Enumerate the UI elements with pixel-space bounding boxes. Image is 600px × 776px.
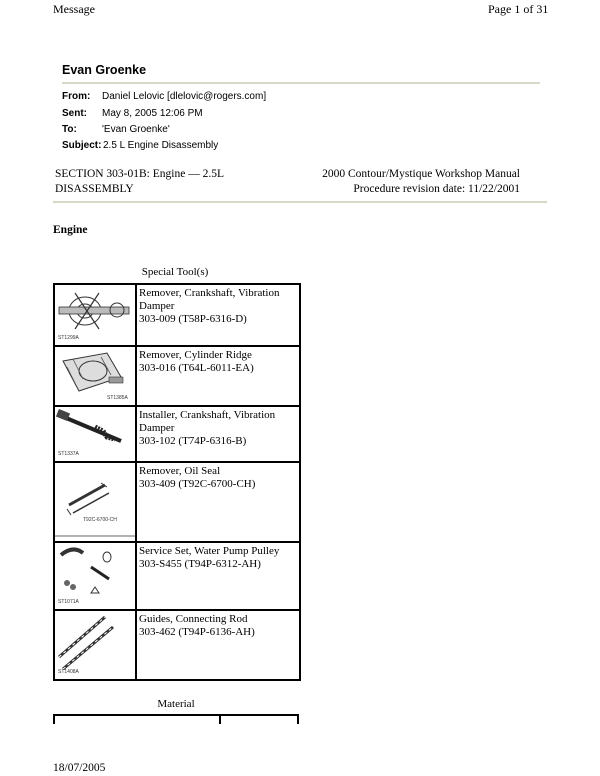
material-table-left bbox=[53, 714, 55, 724]
table-row bbox=[54, 542, 300, 610]
from-value: Daniel Lelovic [dlelovic@rogers.com] bbox=[102, 91, 267, 102]
tool-code: 303-409 (T92C-6700-CH) bbox=[139, 478, 256, 490]
page-heading: Engine bbox=[53, 224, 88, 236]
email-from-row bbox=[62, 91, 266, 102]
to-label: To: bbox=[62, 124, 77, 135]
from-label: From: bbox=[62, 91, 91, 102]
to-value: 'Evan Groenke' bbox=[102, 124, 170, 135]
page-number: Page 1 of 31 bbox=[488, 2, 549, 16]
figure-label: ST1071A bbox=[58, 599, 79, 605]
email-sent-row bbox=[62, 108, 203, 119]
tool-name: Service Set, Water Pump Pulley bbox=[139, 545, 280, 557]
section-title-line1: SECTION 303-01B: Engine — 2.5L bbox=[55, 168, 224, 180]
figure-label: T92C-6700-CH bbox=[83, 517, 117, 523]
revision-date: Procedure revision date: 11/22/2001 bbox=[353, 183, 520, 195]
figure-label: ST1385A bbox=[107, 395, 128, 401]
table-row bbox=[54, 462, 300, 542]
footer-date: 18/07/2005 bbox=[53, 762, 106, 774]
subject-value: 2.5 L Engine Disassembly bbox=[103, 140, 219, 151]
tool-code: 303-016 (T64L-6011-EA) bbox=[139, 362, 254, 374]
oil-seal-remover-icon bbox=[55, 463, 135, 539]
sent-value: May 8, 2005 12:06 PM bbox=[102, 108, 203, 119]
figure-label: ST1299A bbox=[58, 335, 79, 341]
material-table-divider bbox=[219, 714, 221, 724]
tool-name: Guides, Connecting Rod bbox=[139, 613, 248, 625]
special-tools-table bbox=[53, 283, 301, 681]
crankshaft-damper-remover-icon bbox=[55, 285, 135, 343]
material-caption: Material bbox=[157, 698, 195, 710]
page-header-title: Message bbox=[53, 2, 95, 16]
tool-name: Remover, Cylinder Ridge bbox=[139, 349, 252, 361]
section-divider bbox=[53, 201, 547, 203]
water-pump-pulley-set-icon bbox=[55, 543, 135, 607]
tool-name: Installer, Crankshaft, Vibration Damper bbox=[139, 409, 276, 434]
manual-title: 2000 Contour/Mystique Workshop Manual bbox=[322, 168, 520, 180]
material-table-top bbox=[53, 714, 299, 716]
section-title bbox=[55, 167, 224, 197]
email-subject-row bbox=[62, 140, 218, 151]
sent-label: Sent: bbox=[62, 108, 87, 119]
connecting-rod-guides-icon bbox=[55, 611, 135, 677]
tool-code: 303-009 (T58P-6316-D) bbox=[139, 313, 247, 325]
tool-code: 303-S455 (T94P-6312-AH) bbox=[139, 558, 261, 570]
table-row bbox=[54, 284, 300, 346]
tool-name: Remover, Oil Seal bbox=[139, 465, 221, 477]
tool-code: 303-462 (T94P-6136-AH) bbox=[139, 626, 255, 638]
damper-installer-icon bbox=[55, 407, 135, 459]
sender-name: Evan Groenke bbox=[62, 63, 147, 77]
table-row bbox=[54, 406, 300, 462]
figure-label: ST1408A bbox=[58, 669, 79, 675]
manual-info bbox=[322, 167, 520, 197]
cylinder-ridge-remover-icon bbox=[55, 347, 135, 403]
email-to-row bbox=[62, 124, 170, 135]
tool-code: 303-102 (T74P-6316-B) bbox=[139, 435, 247, 447]
subject-label: Subject: bbox=[62, 140, 102, 151]
table-row bbox=[54, 610, 300, 680]
section-title-line2: DISASSEMBLY bbox=[55, 183, 134, 195]
material-table-right bbox=[297, 714, 299, 724]
tool-name: Remover, Crankshaft, Vibration Damper bbox=[139, 287, 280, 312]
table-row bbox=[54, 346, 300, 406]
figure-label: ST1337A bbox=[58, 451, 79, 457]
special-tools-caption: Special Tool(s) bbox=[141, 266, 209, 278]
header-divider bbox=[62, 82, 540, 84]
